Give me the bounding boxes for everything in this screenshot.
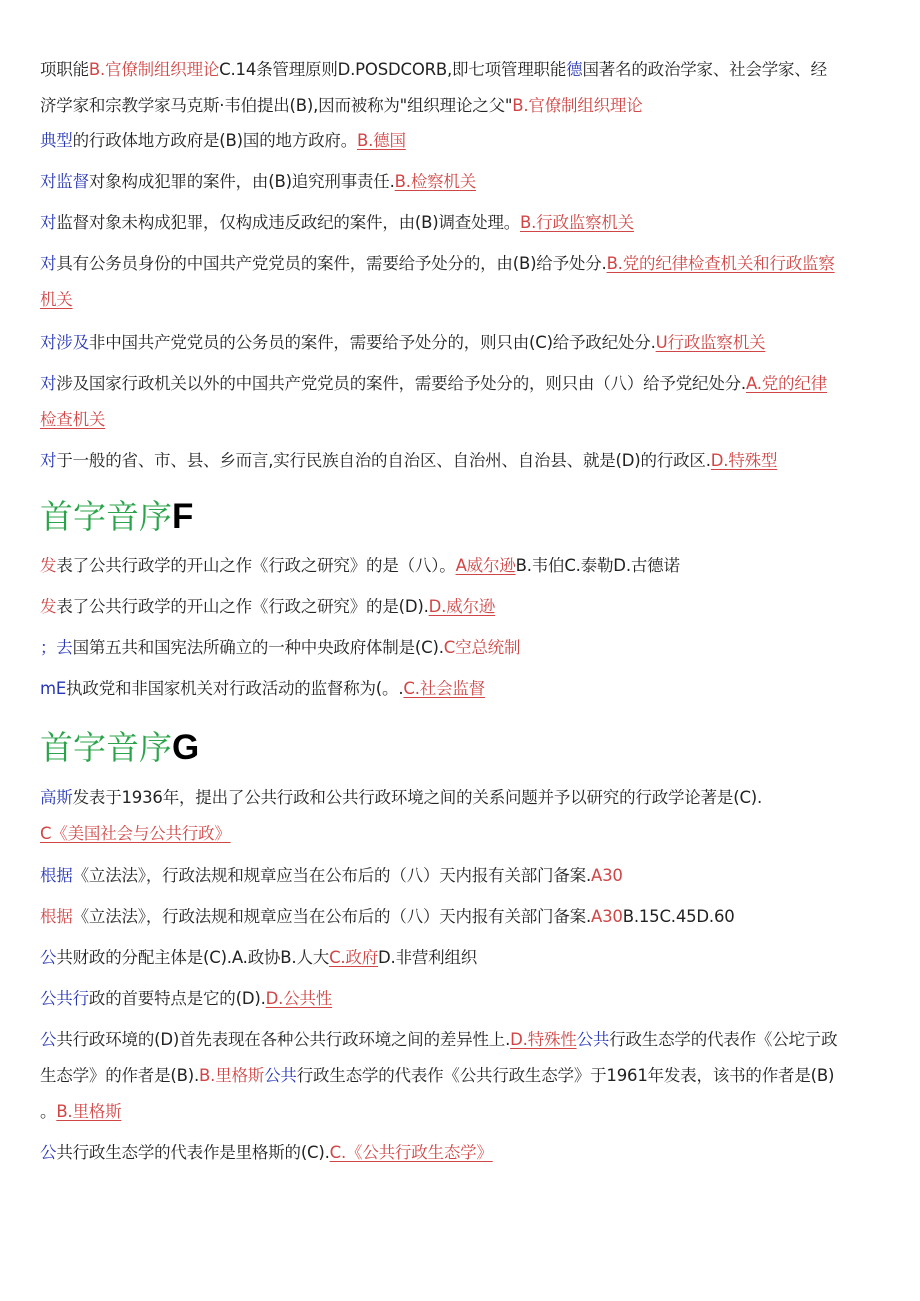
entry-paragraph	[40, 52, 880, 124]
answer-text: B.官僚制组织理论	[88, 60, 220, 79]
answer-text: C空总统制	[443, 638, 521, 657]
answer-text: B.官僚制组织理论	[512, 96, 643, 115]
entry-text: 。	[40, 1102, 57, 1121]
entry-text: 项职能	[40, 60, 89, 79]
answer-text: B.里格斯	[199, 1066, 265, 1085]
entry-paragraph	[40, 205, 880, 241]
answer-text: D.公共性	[265, 989, 333, 1008]
entry-paragraph	[40, 671, 880, 707]
answer-text: 检查机关	[40, 410, 106, 429]
entry-lead: 对涉及	[40, 333, 89, 352]
entry-text: 对象构成犯罪的案件，由(B)追究刑事责任.	[88, 172, 395, 191]
entry-lead: 公	[40, 1030, 57, 1049]
entry-paragraph	[40, 246, 880, 318]
entry-text: 表了公共行政学的开山之作《行政之研究》的是（八）。	[56, 556, 456, 575]
entry-text: B.15C.45D.60	[622, 907, 735, 926]
entry-paragraph	[40, 548, 880, 584]
entry-paragraph	[40, 780, 880, 852]
section-heading-g	[40, 728, 199, 768]
entry-text: C.14条管理原则D.POSDCORB,即七项管理职能	[219, 60, 567, 79]
heading-text: 首字音序	[40, 728, 172, 767]
answer-text: D.特殊性	[510, 1030, 577, 1049]
answer-text: D.特殊型	[710, 451, 778, 470]
entry-lead: 公共	[264, 1066, 297, 1085]
entry-lead: 对	[40, 213, 57, 232]
section-heading-f	[40, 497, 193, 537]
entry-lead: 发	[40, 556, 57, 575]
entry-lead: mE	[40, 679, 67, 698]
entry-text: 共行政生态学的代表作是里格斯的(C).	[56, 1143, 330, 1162]
answer-text: D.威尔逊	[428, 597, 496, 616]
answer-text: B.检察机关	[394, 172, 477, 191]
heading-letter: G	[172, 728, 200, 767]
entry-text: 《立法法》，行政法规和规章应当在公布后的（八）天内报有关部门备案.	[72, 866, 592, 885]
answer-text: B.党的纪律检查机关和行政监察	[606, 254, 835, 273]
entry-paragraph	[40, 325, 880, 361]
answer-text: C.社会监督	[403, 679, 485, 698]
answer-text: B.德国	[357, 131, 406, 150]
entry-lead: 公共行	[40, 989, 89, 1008]
entry-lead: 对	[40, 254, 57, 273]
entry-text: 监督对象未构成犯罪，仅构成违反政纪的案件，由(B)调查处理。	[56, 213, 521, 232]
entry-paragraph	[40, 981, 880, 1017]
heading-letter: F	[172, 497, 194, 536]
entry-paragraph	[40, 589, 880, 625]
entry-paragraph	[40, 1135, 880, 1171]
entry-text: 济学家和宗教学家马克斯·韦伯提出(B),因而被称为"组织理论之父"	[40, 96, 513, 115]
entry-paragraph	[40, 940, 880, 976]
entry-text: 共行政环境的(D)首先表现在各种公共行政环境之间的差异性上.	[56, 1030, 511, 1049]
entry-text: 表了公共行政学的开山之作《行政之研究》的是(D).	[56, 597, 429, 616]
heading-text: 首字音序	[40, 497, 172, 536]
answer-text: B.行政监察机关	[520, 213, 634, 232]
entry-text: 生态学》的作者是(B).	[40, 1066, 200, 1085]
entry-paragraph	[40, 366, 880, 438]
entry-text: 政的首要特点是它的(D).	[88, 989, 266, 1008]
answer-text: A30	[591, 866, 623, 885]
entry-text: 发表于1936年，提出了公共行政和公共行政环境之间的关系问题并予以研究的行政学论著是(C).	[72, 788, 763, 807]
entry-lead: 对	[40, 374, 57, 393]
answer-text: C《美国社会与公共行政》	[40, 824, 231, 843]
entry-paragraph	[40, 164, 880, 200]
entry-text: B.韦伯C.泰勒D.古德诺	[515, 556, 680, 575]
entry-lead: 根据	[40, 866, 73, 885]
entry-lead: 高斯	[40, 788, 73, 807]
entry-text: 国第五共和国宪法所确立的一种中央政府体制是(C).	[72, 638, 444, 657]
answer-text: 机关	[40, 290, 73, 309]
entry-paragraph	[40, 443, 880, 479]
answer-text: C.政府	[329, 948, 379, 967]
entry-paragraph	[40, 899, 880, 935]
entry-lead: 发	[40, 597, 57, 616]
entry-text: D.非营利组织	[378, 948, 478, 967]
entry-text: 执政党和非国家机关对行政活动的监督称为(。.	[66, 679, 404, 698]
answer-text: A.党的纪律	[745, 374, 828, 393]
entry-text: 行政生态学的代表作《公坨亍政	[609, 1030, 838, 1049]
entry-lead: ；去	[40, 638, 73, 657]
entry-lead: 德	[566, 60, 583, 79]
entry-text: 的行政体地方政府是(B)国的地方政府。	[72, 131, 358, 150]
entry-lead: 公共	[576, 1030, 610, 1049]
entry-paragraph	[40, 123, 880, 159]
answer-text: B.里格斯	[56, 1102, 122, 1121]
entry-paragraph	[40, 1022, 890, 1130]
entry-lead: 对监督	[40, 172, 89, 191]
answer-text: U行政监察机关	[655, 333, 766, 352]
entry-text: 涉及国家行政机关以外的中国共产党党员的案件，需要给予处分的，则只由（八）给予党纪处分.	[56, 374, 746, 393]
entry-lead: 对	[40, 451, 57, 470]
answer-text: C.《公共行政生态学》	[329, 1143, 493, 1162]
entry-text: 共财政的分配主体是(C).A.政协B.人大	[56, 948, 330, 967]
entry-text: 《立法法》，行政法规和规章应当在公布后的（八）天内报有关部门备案.	[72, 907, 592, 926]
answer-text: A威尔逊	[455, 556, 516, 575]
entry-text: 具有公务员身份的中国共产党党员的案件，需要给予处分的，由(B)给予处分.	[56, 254, 607, 273]
answer-text: A30	[591, 907, 623, 926]
entry-text: 行政生态学的代表作《公共行政生态学》于1961年发表，该书的作者是(B)	[296, 1066, 835, 1085]
entry-lead: 典型	[40, 131, 73, 150]
entry-lead: 公	[40, 948, 57, 967]
entry-text: 于一般的省、市、县、乡而言,实行民族自治的自治区、自治州、自治县、就是(D)的行政区.	[56, 451, 711, 470]
entry-paragraph	[40, 858, 880, 894]
entry-lead: 公	[40, 1143, 57, 1162]
entry-text: 国著名的政治学家、社会学家、经	[582, 60, 827, 79]
entry-lead: 根据	[40, 907, 73, 926]
entry-paragraph	[40, 630, 880, 666]
entry-text: 非中国共产党党员的公务员的案件，需要给予处分的，则只由(C)给予政纪处分.	[88, 333, 656, 352]
